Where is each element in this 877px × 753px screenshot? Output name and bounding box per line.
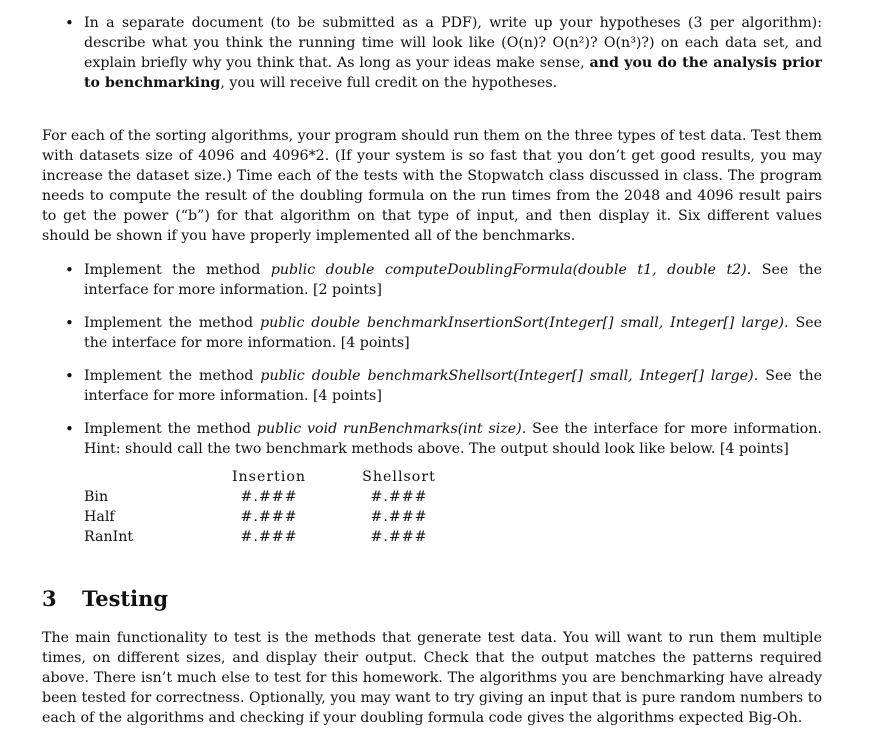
table-row-label: RanInt — [84, 529, 134, 545]
section-number: 3 — [42, 586, 57, 611]
table-column-header: Insertion — [231, 469, 307, 485]
table-cell: #.### — [240, 529, 298, 545]
task-item — [84, 313, 822, 353]
hypotheses-text: In a separate document (to be submitted as a PDF), write up your hypotheses (3 per algorithm): describe what you think the running time will look like (O(n)? O(n²)? O(n³)?) on each data set, and explain briefly why you think that. As long as your ideas make sense, — [84, 15, 822, 71]
table-cell: #.### — [240, 489, 298, 505]
task-item — [84, 260, 822, 300]
task-method: public double benchmarkInsertionSort(Integer[] small, Integer[] large) — [260, 315, 785, 331]
table-row — [84, 527, 464, 547]
hypotheses-bullet — [84, 13, 822, 93]
task-item — [84, 419, 822, 459]
task-text-end: . See the interface for more information. Hint: should call the two benchmark methods above. The output should look like below. [4 points] — [84, 421, 822, 457]
task-text: Implement the method — [84, 262, 271, 278]
task-text: Implement the method — [84, 368, 261, 384]
table-cell: #.### — [370, 489, 428, 505]
hypotheses-text-end: , you will receive full credit on the hypotheses. — [220, 75, 558, 91]
table-row — [84, 507, 464, 527]
task-text-end: . See the interface for more information. [4 points] — [84, 368, 822, 404]
table-cell: #.### — [240, 509, 298, 525]
task-bullet-list — [84, 260, 822, 472]
task-text-end: . See the interface for more information. [2 points] — [84, 262, 822, 298]
section-heading — [42, 585, 168, 613]
task-item — [84, 366, 822, 406]
task-text: Implement the method — [84, 315, 261, 331]
table-header-row — [84, 467, 464, 487]
task-text: Implement the method — [84, 421, 257, 437]
table-column-header: Shellsort — [362, 469, 436, 485]
testing-paragraph: The main functionality to test is the methods that generate test data. You will want to run them multiple times, on different sizes, and display their output. Check that the output matches the patterns required above. There isn’t much else to test for this homework. The algorithms you are benchmarking have already been tested for correctness. Optionally, you may want to try giving an input that is pure random numbers to each of the algorithms and checking if your doubling formula code gives the algorithms expected Big-Oh. — [42, 630, 822, 726]
benchmark-paragraph: For each of the sorting algorithms, your program should run them on the three types of test data. Test them with datasets size of 4096 and 4096*2. (If your system is so fast that you don’t get good results, you may increase the dataset size.) Time each of the tests with the Stopwatch class discussed in class. The program needs to compute the result of the doubling formula on the run times from the 2048 and 4096 result pairs to get the power (“b”) for that algorithm on that type of input, and then display it. Six different values should be shown if you have properly implemented all of the benchmarks. — [42, 128, 822, 244]
section-title: Testing — [82, 586, 169, 611]
hypotheses-bullet-list — [84, 13, 822, 93]
table-row — [84, 487, 464, 507]
benchmark-output-table — [84, 467, 464, 547]
task-method: public double computeDoublingFormula(double t1, double t2) — [270, 262, 747, 278]
task-text-end: . See the interface for more information. [4 points] — [84, 315, 822, 351]
table-corner-cell — [84, 467, 204, 487]
table-cell: #.### — [370, 529, 428, 545]
task-method: public void runBenchmarks(int size) — [256, 421, 522, 437]
table-row-label: Bin — [84, 489, 109, 505]
task-method: public double benchmarkShellsort(Integer[] small, Integer[] large) — [260, 368, 754, 384]
table-cell: #.### — [370, 509, 428, 525]
table-row-label: Half — [84, 509, 115, 525]
hypotheses-bold-text: and you do the analysis prior to benchmarking — [84, 55, 822, 91]
